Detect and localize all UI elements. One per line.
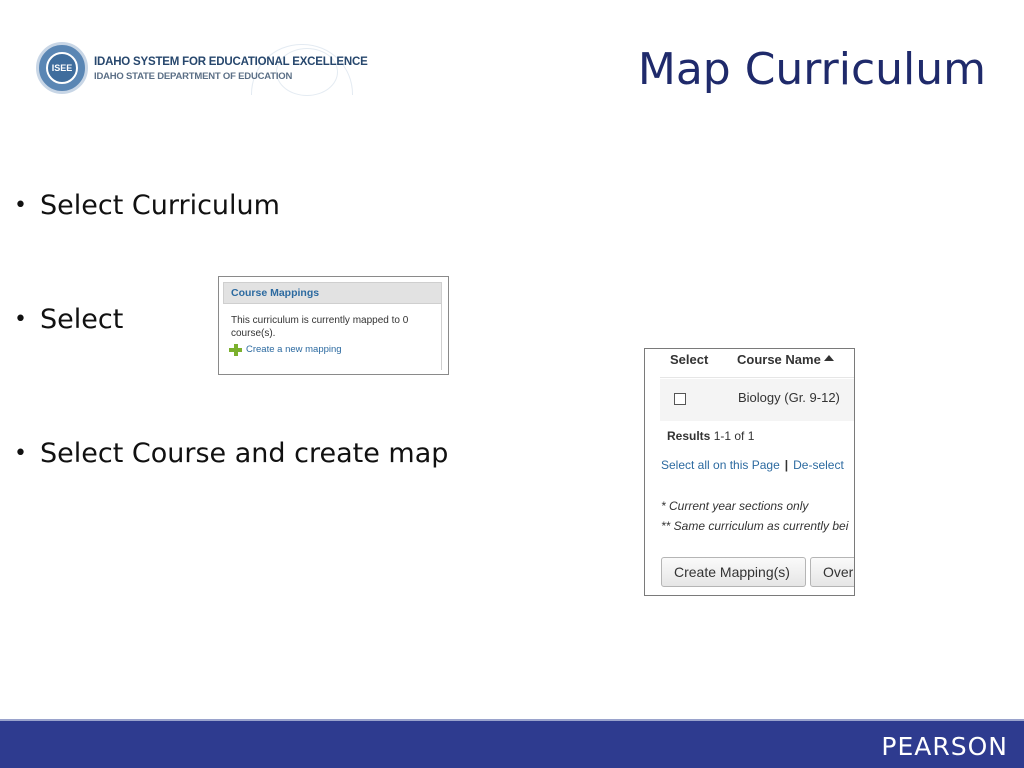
- select-column-header: Select: [670, 352, 709, 367]
- course-mappings-title: Course Mappings: [231, 287, 320, 299]
- footer-bar: [0, 721, 1024, 768]
- same-curriculum-note: ** Same curriculum as currently bei: [661, 519, 849, 533]
- override-button[interactable]: Over: [810, 557, 855, 587]
- panel-divider: [441, 282, 442, 370]
- course-mappings-panel: [218, 276, 449, 375]
- bullet-select-course: [14, 438, 448, 469]
- course-mappings-header: [223, 282, 442, 304]
- header-divider: [660, 377, 855, 378]
- course-select-panel: [644, 348, 855, 596]
- bullet-text: Select Course and create map: [40, 438, 449, 469]
- bullet-select: [14, 304, 123, 335]
- bullet-text: Select: [40, 304, 124, 335]
- results-range: 1-1 of 1: [713, 429, 755, 443]
- results-count: [667, 429, 754, 443]
- bullet-dot-icon: •: [14, 307, 27, 332]
- isee-logo: [36, 42, 368, 98]
- bullet-select-curriculum: [14, 190, 280, 221]
- deselect-link[interactable]: De-select: [793, 458, 844, 472]
- course-name-header-label: Course Name: [737, 352, 821, 367]
- logo-subtitle: IDAHO STATE DEPARTMENT OF EDUCATION: [94, 71, 293, 82]
- create-new-mapping-label: Create a new mapping: [246, 344, 342, 355]
- table-row: [660, 379, 855, 421]
- select-all-link[interactable]: Select all on this Page: [661, 458, 780, 472]
- bullet-dot-icon: •: [14, 441, 27, 466]
- seal-text: ISEE: [46, 52, 78, 84]
- results-label: Results: [667, 429, 711, 443]
- course-name-cell: Biology (Gr. 9-12): [738, 390, 840, 405]
- bullet-text: Select Curriculum: [40, 190, 280, 221]
- sort-ascending-icon[interactable]: [824, 355, 834, 361]
- mapping-status-text: This curriculum is currently mapped to 0 course(s).: [231, 315, 409, 339]
- pearson-logo: PEARSON: [881, 732, 1008, 761]
- current-year-note: * Current year sections only: [661, 499, 809, 513]
- course-name-column-header[interactable]: [737, 352, 834, 367]
- slide-title: Map Curriculum: [637, 44, 986, 95]
- bullet-dot-icon: •: [14, 193, 27, 218]
- selection-links: [661, 458, 844, 472]
- plus-icon: [229, 343, 242, 356]
- isee-seal-icon: [36, 42, 88, 94]
- link-separator: |: [784, 458, 789, 472]
- create-mappings-button[interactable]: Create Mapping(s): [661, 557, 806, 587]
- logo-title: IDAHO SYSTEM FOR EDUCATIONAL EXCELLENCE: [94, 56, 368, 68]
- course-select-checkbox[interactable]: [674, 393, 686, 405]
